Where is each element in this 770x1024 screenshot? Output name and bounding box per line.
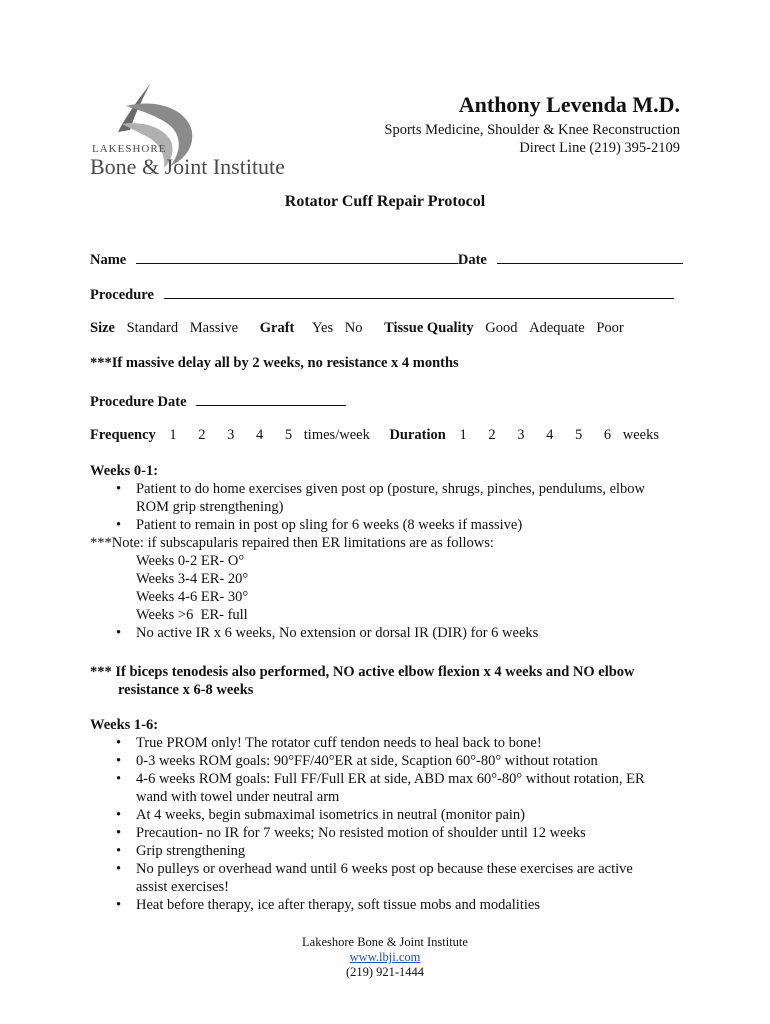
frequency-option-5[interactable]: 5 bbox=[284, 427, 293, 443]
duration-label: Duration bbox=[389, 427, 446, 443]
size-graft-tissue-row bbox=[90, 320, 624, 337]
tissue-option-poor[interactable]: Poor bbox=[596, 320, 624, 336]
logo-small-text: LAKESHORE bbox=[92, 143, 167, 155]
duration-option-4[interactable]: 4 bbox=[546, 427, 554, 443]
duration-option-2[interactable]: 2 bbox=[488, 427, 496, 443]
list-item: • Grip strengthening bbox=[90, 842, 690, 860]
footer bbox=[0, 935, 770, 980]
duration-unit: weeks bbox=[622, 427, 659, 443]
doctor-name: Anthony Levenda M.D. bbox=[458, 92, 680, 117]
er-limit-line: Weeks 4-6 ER- 30° bbox=[136, 589, 249, 605]
tissue-quality-label: Tissue Quality bbox=[384, 320, 474, 336]
procedure-date-label: Procedure Date bbox=[90, 394, 187, 410]
date-label: Date bbox=[457, 252, 487, 268]
list-item bbox=[90, 860, 690, 896]
list-item-text: ROM grip strengthening) bbox=[136, 499, 284, 515]
er-limit-line: Weeks 0-2 ER- O° bbox=[136, 553, 245, 569]
list-item bbox=[90, 480, 690, 516]
size-option-standard[interactable]: Standard bbox=[126, 320, 179, 336]
list-item: • 0-3 weeks ROM goals: 90°FF/40°ER at side, Scaption 60°-80° without rotation bbox=[90, 752, 690, 770]
list-item bbox=[90, 770, 690, 806]
er-limit-line: Weeks 3-4 ER- 20° bbox=[136, 571, 249, 587]
date-field[interactable] bbox=[497, 249, 683, 264]
biceps-tenodesis-note bbox=[90, 663, 690, 699]
name-date-row bbox=[90, 249, 683, 269]
list-item: • True PROM only! The rotator cuff tendon needs to heal back to bone! bbox=[90, 734, 690, 752]
weeks-1-6-heading: Weeks 1-6: bbox=[90, 717, 159, 733]
duration-option-1[interactable]: 1 bbox=[459, 427, 467, 443]
page-title: Rotator Cuff Repair Protocol bbox=[284, 193, 486, 210]
weeks-1-6-section bbox=[90, 716, 690, 914]
list-item-text: wand with towel under neutral arm bbox=[136, 789, 340, 805]
procedure-label: Procedure bbox=[90, 287, 154, 303]
duration-option-6[interactable]: 6 bbox=[603, 427, 612, 443]
procedure-date-field[interactable] bbox=[196, 391, 346, 406]
footer-phone: (219) 921-1444 bbox=[345, 965, 425, 979]
massive-note: ***If massive delay all by 2 weeks, no resistance x 4 months bbox=[90, 355, 459, 371]
frequency-option-3[interactable]: 3 bbox=[227, 427, 235, 443]
duration-option-3[interactable]: 3 bbox=[517, 427, 525, 443]
list-item-text: assist exercises! bbox=[136, 879, 230, 895]
list-item: • No active IR x 6 weeks, No extension or dorsal IR (DIR) for 6 weeks bbox=[90, 624, 690, 642]
list-item-text: • 4-6 weeks ROM goals: Full FF/Full ER at side, ABD max 60°-80° without rotation, ER bbox=[136, 771, 645, 787]
procedure-field[interactable] bbox=[164, 284, 674, 299]
name-field[interactable] bbox=[136, 249, 458, 264]
procedure-date-row bbox=[90, 391, 346, 411]
biceps-note-line: resistance x 6-8 weeks bbox=[118, 682, 254, 698]
list-item: • Precaution- no IR for 7 weeks; No resisted motion of shoulder until 12 weeks bbox=[90, 824, 690, 842]
biceps-note-line: *** If biceps tenodesis also performed, NO active elbow flexion x 4 weeks and NO elbow bbox=[90, 664, 635, 680]
doctor-specialty: Sports Medicine, Shoulder & Knee Reconstruction bbox=[384, 122, 680, 138]
frequency-duration-row bbox=[90, 427, 659, 444]
list-item: • At 4 weeks, begin submaximal isometrics in neutral (monitor pain) bbox=[90, 806, 690, 824]
frequency-option-2[interactable]: 2 bbox=[198, 427, 206, 443]
size-label: Size bbox=[90, 320, 115, 336]
weeks-0-1-section bbox=[90, 462, 690, 642]
weeks-0-1-heading: Weeks 0-1: bbox=[90, 463, 159, 479]
subscapularis-note: ***Note: if subscapularis repaired then ER limitations are as follows: bbox=[90, 535, 494, 551]
list-item: • Patient to remain in post op sling for 6 weeks (8 weeks if massive) bbox=[90, 516, 690, 534]
frequency-option-4[interactable]: 4 bbox=[256, 427, 264, 443]
logo-institute-name: Bone & Joint Institute bbox=[90, 154, 285, 179]
graft-label: Graft bbox=[259, 320, 295, 336]
er-limit-line: Weeks >6 ER- full bbox=[136, 607, 248, 623]
footer-org: Lakeshore Bone & Joint Institute bbox=[302, 935, 468, 949]
graft-option-yes[interactable]: Yes bbox=[311, 320, 334, 336]
duration-option-5[interactable]: 5 bbox=[574, 427, 583, 443]
list-item-text: • Patient to do home exercises given post op (posture, shrugs, pinches, pendulums, elbow bbox=[136, 481, 646, 497]
frequency-label: Frequency bbox=[90, 427, 156, 443]
frequency-unit: times/week bbox=[303, 427, 370, 443]
list-item: • Heat before therapy, ice after therapy, soft tissue mobs and modalities bbox=[90, 896, 690, 914]
tissue-option-good[interactable]: Good bbox=[485, 320, 518, 336]
procedure-row bbox=[90, 284, 674, 304]
graft-option-no[interactable]: No bbox=[344, 320, 363, 336]
footer-website-link[interactable]: www.lbji.com bbox=[349, 950, 421, 964]
name-label: Name bbox=[90, 252, 127, 268]
size-option-massive[interactable]: Massive bbox=[189, 320, 239, 336]
list-item-text: • No pulleys or overhead wand until 6 weeks post op because these exercises are active bbox=[136, 861, 633, 877]
frequency-option-1[interactable]: 1 bbox=[169, 427, 177, 443]
tissue-option-adequate[interactable]: Adequate bbox=[529, 320, 585, 336]
doctor-direct-line: Direct Line (219) 395-2109 bbox=[519, 140, 680, 156]
